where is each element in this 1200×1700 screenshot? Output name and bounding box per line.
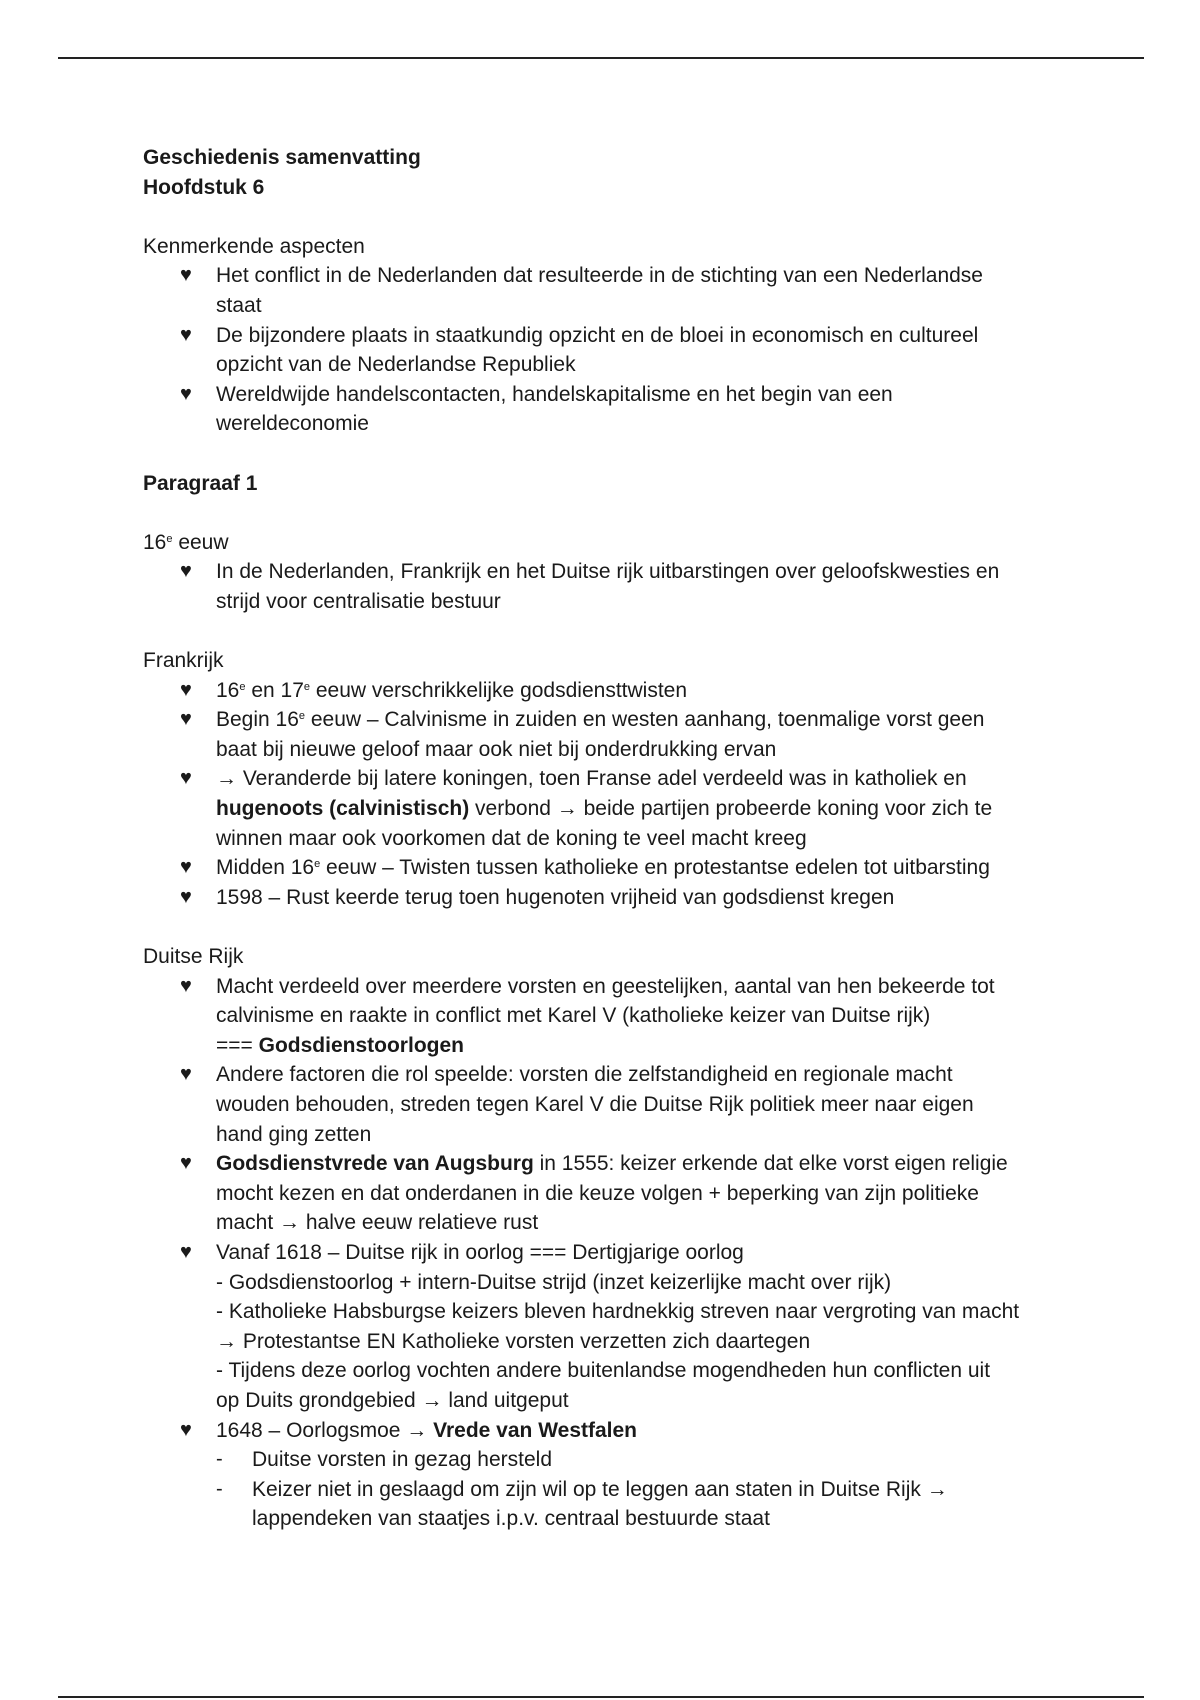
list-item: ♥ → Veranderde bij latere koningen, toen Franse adel verdeeld was in katholiek en hugenoots (calvinistisch) verbond → beide partijen probeerde koning voor zich te winnen maar ook voorkomen dat de koning te veel macht kreeg [143, 764, 1083, 853]
list-item: ♥ Godsdienstvrede van Augsburg in 1555: keizer erkende dat elke vorst eigen religie mocht kezen en dat onderdanen in die keuze volgen + beperking van zijn politieke macht → halve eeuw relatieve rust [143, 1149, 1083, 1238]
heart-bullet-icon: ♥ [180, 974, 192, 997]
dash-bullet-icon: - [216, 1448, 223, 1471]
list-item: ♥ Macht verdeeld over meerdere vorsten en geestelijken, aantal van hen bekeerde tot calvinisme en raakte in conflict met Karel V (katholieke keizer van Duitse rijk) === Godsdienstoorlogen [143, 972, 1083, 1061]
list-item: ♥ Andere factoren die rol speelde: vorsten die zelfstandigheid en regionale macht wouden behouden, streden tegen Karel V die Duitse Rijk politiek meer naar eigen hand ging zetten [143, 1060, 1083, 1149]
list-item: ♥ Wereldwijde handelscontacten, handelskapitalisme en het begin van een wereldeconomie [143, 380, 1083, 439]
footer-rule [58, 1696, 1144, 1698]
section-heading-duitse-rijk: Duitse Rijk [143, 945, 244, 969]
arrow-right-icon: → [406, 1418, 428, 1442]
section-heading-16e-eeuw: 16e eeuw [143, 530, 229, 554]
list-item: ♥ Begin 16e eeuw – Calvinisme in zuiden en westen aanhang, toenmalige vorst geen baat bij nieuwe geloof maar ook niet bij onderdrukking ervan [143, 705, 1083, 764]
header-rule [58, 57, 1144, 59]
heart-bullet-icon: ♥ [180, 323, 192, 346]
heart-bullet-icon: ♥ [180, 1418, 192, 1441]
section-heading-kenmerkend: Kenmerkende aspecten [143, 234, 365, 258]
heart-bullet-icon: ♥ [180, 1063, 192, 1086]
list-item: ♥ Midden 16e eeuw – Twisten tussen katholieke en protestantse edelen tot uitbarsting [143, 853, 1083, 883]
arrow-right-icon: → [279, 1211, 301, 1235]
list-item: ♥ 16e en 17e eeuw verschrikkelijke godsdiensttwisten [143, 676, 1083, 706]
arrow-right-icon: → [421, 1388, 443, 1412]
heart-bullet-icon: ♥ [180, 382, 192, 405]
heart-bullet-icon: ♥ [180, 856, 192, 879]
arrow-right-icon: → [216, 767, 237, 791]
arrow-right-icon: → [556, 797, 578, 821]
list-item: ♥ In de Nederlanden, Frankrijk en het Duitse rijk uitbarstingen over geloofskwesties en strijd voor centralisatie bestuur [143, 557, 1083, 616]
heart-bullet-icon: ♥ [180, 1152, 192, 1175]
section-heading-frankrijk: Frankrijk [143, 649, 224, 673]
arrow-right-icon: → [216, 1329, 237, 1353]
list-item: ♥ 1598 – Rust keerde terug toen hugenoten vrijheid van godsdienst kregen [143, 883, 1083, 913]
heart-bullet-icon: ♥ [180, 678, 192, 701]
heart-bullet-icon: ♥ [180, 767, 192, 790]
sub-list-item: - Duitse vorsten in gezag hersteld [143, 1445, 1083, 1475]
list-item: ♥ Het conflict in de Nederlanden dat resulteerde in de stichting van een Nederlandse staat [143, 261, 1083, 320]
document-body [143, 143, 1083, 1534]
list-item: ♥ 1648 – Oorlogsmoe → Vrede van Westfalen - Duitse vorsten in gezag hersteld - Keizer niet in geslaagd om zijn wil op te leggen aan staten in Duitse Rijk → lappendeken van staatjes i.p.v. centraal bestuurde staat [143, 1416, 1083, 1534]
sub-list-item: - Keizer niet in geslaagd om zijn wil op te leggen aan staten in Duitse Rijk → lappendeken van staatjes i.p.v. centraal bestuurde staat [143, 1475, 1083, 1534]
arrow-right-icon: → [926, 1477, 948, 1501]
heart-bullet-icon: ♥ [180, 708, 192, 731]
paragraph-heading: Paragraaf 1 [143, 471, 258, 495]
list-item: ♥ Vanaf 1618 – Duitse rijk in oorlog === Dertigjarige oorlog - Godsdienstoorlog + intern-Duitse strijd (inzet keizerlijke macht over rijk) - Katholieke Habsburgse keizers bleven hardnekkig streven naar vergroting van macht → Protestantse EN Katholieke vorsten verzetten zich daartegen - Tijdens deze oorlog vochten andere buitenlandse mogendheden hun conflicten uit op Duits grondgebied → land uitgeput [143, 1238, 1083, 1416]
dash-bullet-icon: - [216, 1477, 223, 1500]
list-item: ♥ De bijzondere plaats in staatkundig opzicht en de bloei in economisch en cultureel opzicht van de Nederlandse Republiek [143, 321, 1083, 380]
heart-bullet-icon: ♥ [180, 264, 192, 287]
heart-bullet-icon: ♥ [180, 885, 192, 908]
heart-bullet-icon: ♥ [180, 560, 192, 583]
heart-bullet-icon: ♥ [180, 1240, 192, 1263]
document-title: Geschiedenis samenvatting [143, 146, 421, 169]
chapter-title: Hoofdstuk 6 [143, 175, 265, 199]
